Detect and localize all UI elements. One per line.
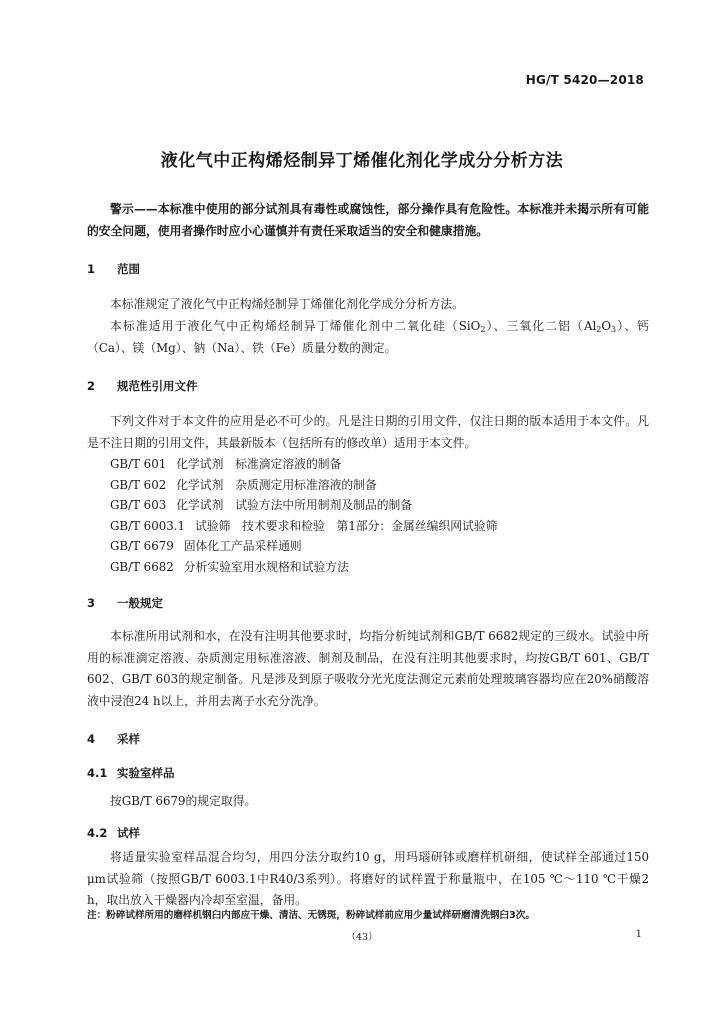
section-3-heading [87,595,163,611]
section-4-number: 4 [87,732,96,746]
section-4-1-heading [87,765,175,781]
reference-item: GB/T 603 化学试剂 试验方法中所用制剂及制品的制备 [110,498,413,512]
section-4-heading [87,731,140,747]
general-provisions-paragraph: 本标准所用试剂和水，在没有注明其他要求时，均指分析纯试剂和GB/T 6682规定的三级水。试验中所用的标准滴定溶液、杂质测定用标准溶液、制剂及制品，在没有注明其他要求时，均按GB/T 601、GB/T 602、GB/T 603的规定制备。凡是涉及到原子吸收分光光度法测定元素前处理玻璃容器均应在20%硝酸溶液中浸泡24 h以上，并用去离子水充分洗净。 [87,629,649,708]
section-1-heading [87,261,140,277]
section-4-1-title: 实验室样品 [117,766,175,780]
reference-item: GB/T 6682 分析实验室用水规格和试验方法 [110,559,349,574]
section-3-title: 一般规定 [117,596,163,610]
section-4-1-number: 4.1 [87,766,108,780]
lab-sample-paragraph: 按GB/T 6679的规定取得。 [110,794,257,808]
section-2-title: 规范性引用文件 [117,379,198,393]
section-4-2-number: 4.2 [87,826,108,840]
section-2-heading [87,378,198,394]
section-4-title: 采样 [117,732,140,746]
section-2-number: 2 [87,379,96,393]
section-4-2-title: 试样 [117,826,140,840]
section-3-number: 3 [87,596,96,610]
section-1-title: 范围 [117,262,140,276]
reference-item: GB/T 6003.1 试验筛 技术要求和检验 第1部分：金属丝编织网试验筛 [110,518,498,533]
scope-paragraph-1: 本标准规定了液化气中正构烯烃制异丁烯催化剂化学成分分析方法。 [110,297,464,311]
warning-text: 本标准中使用的部分试剂具有毒性或腐蚀性，部分操作具有危险性。本标准并未揭示所有可能的安全问题，使用者操作时应小心谨慎并有责任采取适当的安全和健康措施。 [87,202,649,238]
page-number-center: （43） [346,932,378,943]
section-1-number: 1 [87,262,96,276]
section-4-2-heading [87,825,140,841]
reference-item: GB/T 601 化学试剂 标准滴定溶液的制备 [110,457,342,471]
references-intro: 下列文件对于本文件的应用是必不可少的。凡是注日期的引用文件，仅注日期的版本适用于本文件。凡是不注日期的引用文件，其最新版本（包括所有的修改单）适用于本文件。 [87,414,649,450]
standard-code: HG/T 5420—2018 [525,73,644,87]
document-title: 液化气中正构烯烃制异丁烯催化剂化学成分分析方法 [160,151,564,171]
warning-paragraph [87,199,649,242]
page-number-right: 1 [635,929,642,940]
scope-paragraph-2: 本标准适用于液化气中正构烯烃制异丁烯催化剂中二氧化硅（SiO$_2$）、三氧化二铝$(Al_2O_3)$、钙（Ca）、镁（Mg）、钠（Na）、铁（Fe）质量分数的测定。 [87,319,649,355]
reference-item: GB/T 602 化学试剂 杂质测定用标准溶液的制备 [110,477,377,492]
note-text: 注：粉碎试样所用的磨样机钢臼内部应干燥、清洁、无锈斑，粉碎试样前应用少量试样研磨清洗钢臼3次。 [87,910,535,921]
reference-item: GB/T 6679 固体化工产品采样通则 [110,539,302,553]
sample-paragraph: 将适量实验室样品混合均匀，用四分法分取约10 g，用玛瑙研钵或磨样机研细，使试样全部通过150 μm试验筛（按照GB/T 6003.1中R40/3系列）。将磨好的试样置于称量瓶中，在105 ℃～110 ℃干燥2 h，取出放入干燥器内冷却至室温，备用。 [87,850,649,907]
warning-label: 警示—— [110,202,158,216]
reference-list [110,454,497,577]
